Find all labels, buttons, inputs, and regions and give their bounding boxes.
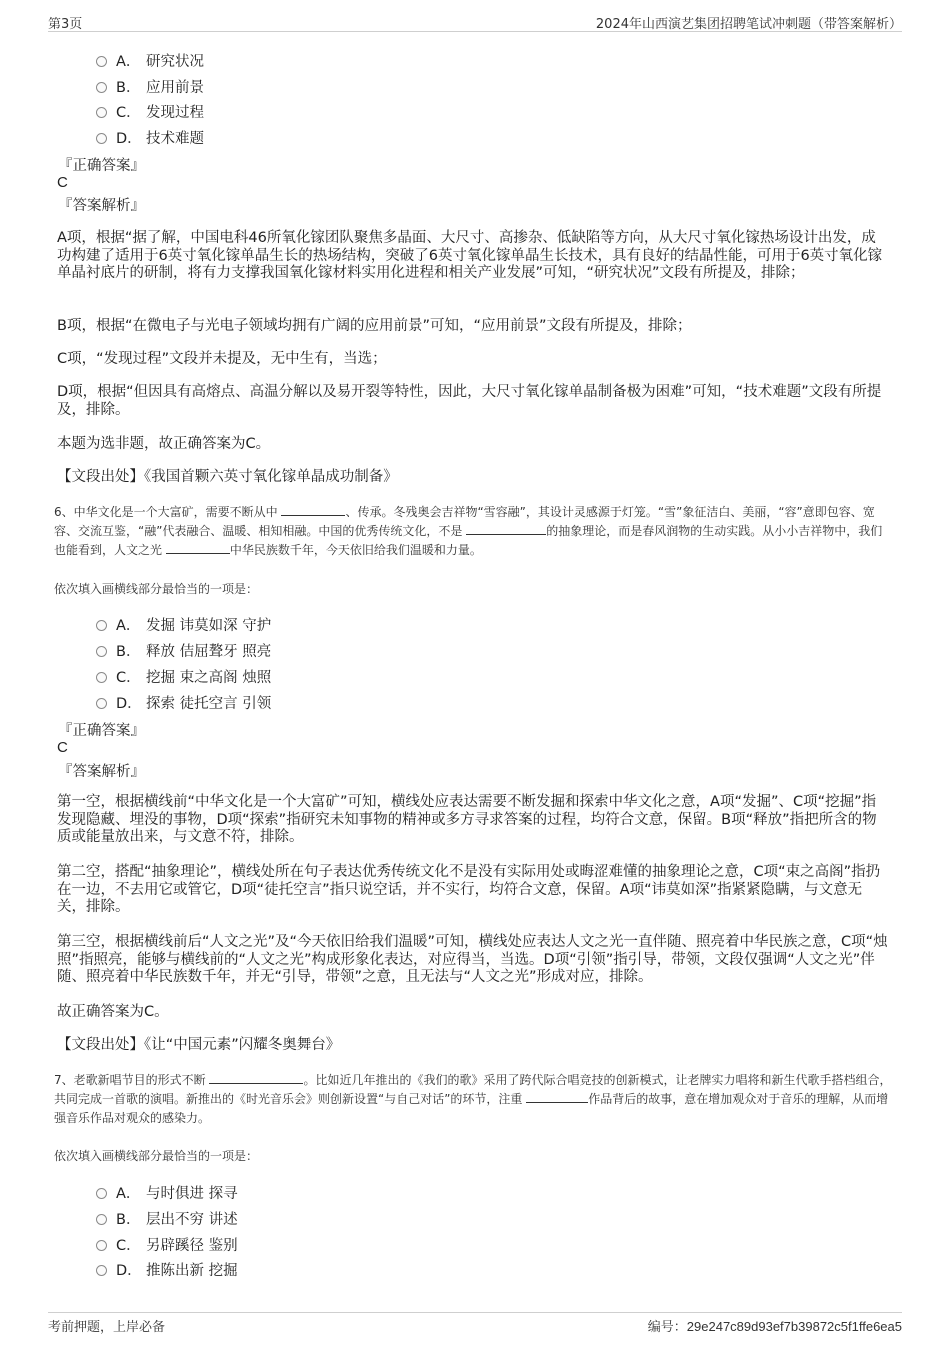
option-a[interactable]: A． 与时俱进 探寻 [96, 1182, 238, 1203]
answer-blank [526, 1091, 588, 1103]
document-id: 编号：29e247c89d93ef7b39872c5f1ffe6ea5 [647, 1319, 902, 1335]
option-a[interactable]: A． 发掘 讳莫如深 守护 [96, 614, 271, 635]
analysis-paragraph: D项，根据“但因具有高熔点、高温分解以及易开裂等特性，因此，大尺寸氧化镓单晶制备极为困难”可知，“技术难题”文段有所提及，排除。 [57, 384, 882, 418]
answer-blank [281, 504, 345, 516]
answer-value: C [57, 174, 68, 191]
option-c[interactable]: C． 挖掘 束之高阁 烛照 [96, 666, 271, 687]
footer-slogan: 考前押题，上岸必备 [48, 1320, 166, 1335]
radio-icon[interactable] [96, 1188, 107, 1199]
analysis-paragraph: 第一空，根据横线前“中华文化是一个大富矿”可知，横线处应表达需要不断发掘和探索中华文化之意，A项“发掘”、C项“挖掘”指发现隐藏、埋没的事物，D项“探索”指研究未知事物的精神或多方寻求答案的过程，均符合文意，保留。B项“释放”指把所含的物质或能量放出来，与文意不符，排除。 [57, 794, 877, 845]
answer-label: 『正确答案』 [58, 723, 145, 739]
answer-blank [209, 1072, 303, 1084]
analysis-label: 『答案解析』 [58, 198, 145, 214]
radio-icon[interactable] [96, 698, 107, 709]
option-d[interactable]: D． 技术难题 [96, 127, 204, 148]
radio-icon[interactable] [96, 1265, 107, 1276]
answer-blank [166, 542, 230, 554]
option-c[interactable]: C． 另辟蹊径 鉴别 [96, 1234, 238, 1255]
option-b[interactable]: B． 释放 佶屈聱牙 照亮 [96, 640, 271, 661]
radio-icon[interactable] [96, 133, 107, 144]
source-citation: 【文段出处】《让“中国元素”闪耀冬奥舞台》 [57, 1037, 341, 1053]
answer-blank [466, 523, 546, 535]
option-c[interactable]: C． 发现过程 [96, 101, 204, 122]
option-b[interactable]: B． 应用前景 [96, 76, 204, 97]
source-citation: 【文段出处】《我国首颗六英寸氧化镓单晶成功制备》 [57, 469, 398, 485]
page-footer [48, 1312, 902, 1333]
option-d[interactable]: D． 推陈出新 挖掘 [96, 1259, 238, 1280]
radio-icon[interactable] [96, 82, 107, 93]
analysis-paragraph: 第二空，搭配“抽象理论”，横线处所在句子表达优秀传统文化不是没有实际用处或晦涩难懂的抽象理论之意，C项“束之高阁”指扔在一边，不去用它或管它，D项“徒托空言”指只说空话，并不实行，均符合文意，保留。A项“讳莫如深”指紧紧隐瞒，与文意无关，排除。 [57, 864, 881, 915]
option-d[interactable]: D． 探索 徒托空言 引领 [96, 692, 271, 713]
radio-icon[interactable] [96, 56, 107, 67]
radio-icon[interactable] [96, 646, 107, 657]
question-7-stem: 依次填入画横线部分最恰当的一项是： [54, 1149, 259, 1163]
radio-icon[interactable] [96, 107, 107, 118]
analysis-paragraph: A项，根据“据了解，中国电科46所氧化镓团队聚焦多晶面、大尺寸、高掺杂、低缺陷等方向，从大尺寸氧化镓热场设计出发，成功构建了适用于6英寸氧化镓单晶生长的热场结构，突破了6英寸氧化镓单晶生长技术，具有良好的结晶性能，可用于6英寸氧化镓单晶衬底片的研制，将有力支撑我国氧化镓材料实用化进程和相关产业发展”可知，“研究状况”文段有所提及，排除； [57, 230, 883, 281]
analysis-conclusion: 本题为选非题，故正确答案为C。 [57, 436, 271, 452]
analysis-paragraph: 第三空，根据横线前后“人文之光”及“今天依旧给我们温暖”可知，横线处应表达人文之光一直伴随、照亮着中华民族之意，C项“烛照”指照亮，能够与横线前的“人文之光”构成形象化表达，对应得当，当选。D项“引领”指引导，带领，文段仅强调“人文之光”伴随、照亮着中华民族数千年，并无“引导，带领”之意，且无法与“人文之光”形成对应，排除。 [57, 934, 888, 985]
option-a[interactable]: A． 研究状况 [96, 50, 204, 71]
radio-icon[interactable] [96, 672, 107, 683]
answer-label: 『正确答案』 [58, 158, 145, 174]
page-number: 第3页 [48, 17, 83, 32]
radio-icon[interactable] [96, 1240, 107, 1251]
analysis-label: 『答案解析』 [58, 764, 145, 780]
question-6-text: 6、中华文化是一个大富矿，需要不断从中 、传承。冬残奥会吉祥物“雪容融”，其设计灵感源于灯笼。“雪”象征洁白、美丽，“容”意即包容、宽容、交流互鉴，“融”代表融合、温暖、相知相融。中国的优秀传统文化，不是 的抽象理论，而是春风润物的生动实践。从小小吉祥物中，我们也能看到，人文之光 中华民族数千年，今天依旧给我们温暖和力量。 [54, 505, 883, 557]
analysis-conclusion: 故正确答案为C。 [57, 1004, 169, 1020]
question-7-text: 7、老歌新唱节目的形式不断 。比如近几年推出的《我们的歌》采用了跨代际合唱竞技的创新模式，让老牌实力唱将和新生代歌手搭档组合，共同完成一首歌的演唱。新推出的《时光音乐会》则创新设置“与自己对话”的环节，注重 作品背后的故事，意在增加观众对于音乐的理解，从而增强音乐作品对观众的感染力。 [54, 1073, 892, 1125]
option-b[interactable]: B． 层出不穷 讲述 [96, 1208, 238, 1229]
document-title: 2024年山西演艺集团招聘笔试冲刺题（带答案解析） [595, 17, 902, 32]
answer-value: C [57, 739, 68, 756]
question-6-stem: 依次填入画横线部分最恰当的一项是： [54, 582, 259, 596]
analysis-paragraph: C项，“发现过程”文段并未提及，无中生有，当选； [57, 351, 387, 367]
analysis-paragraph: B项，根据“在微电子与光电子领域均拥有广阔的应用前景”可知，“应用前景”文段有所提及，排除； [57, 318, 692, 334]
radio-icon[interactable] [96, 620, 107, 631]
radio-icon[interactable] [96, 1214, 107, 1225]
page-header [48, 11, 902, 32]
